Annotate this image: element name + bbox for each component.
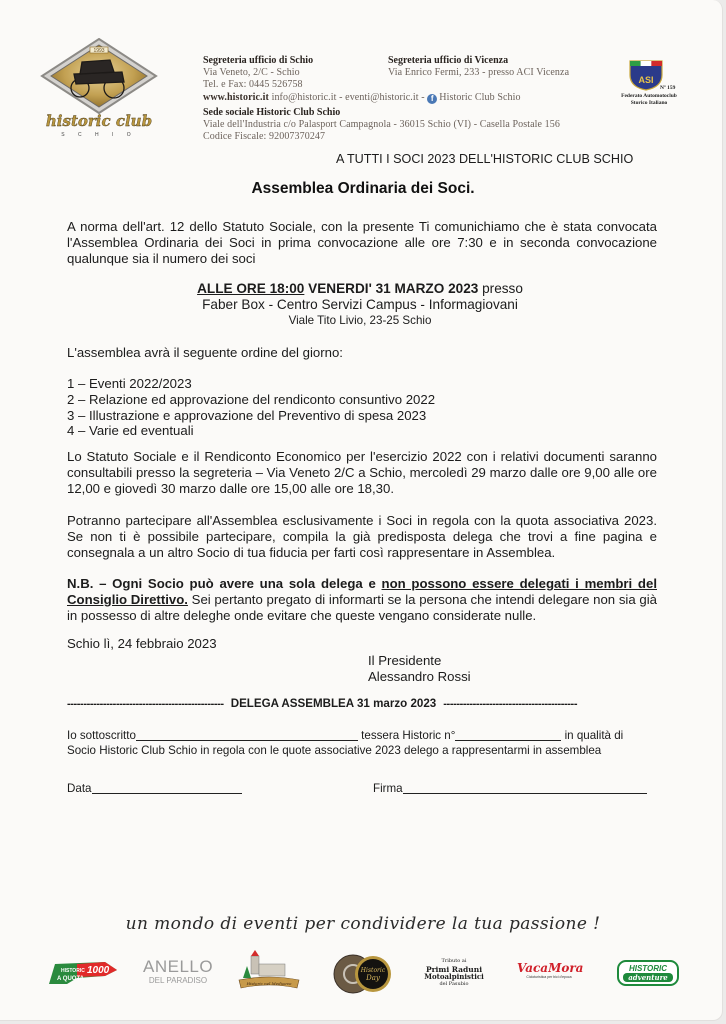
asi-number: Nº 159 <box>660 85 676 91</box>
nb-underlined: non possono essere delegati i membri del Consiglio Direttivo. <box>67 576 657 607</box>
meeting-presso: presso <box>478 281 523 296</box>
proxy-signature-row <box>373 781 647 795</box>
agenda-intro: L'assemblea avrà il seguente ordine del giorno: <box>67 345 343 360</box>
svg-text:Historic nel Medioevo: Historic nel Medioevo <box>246 981 292 986</box>
proxy-date-row <box>67 781 242 795</box>
agenda-item: 3 – Illustrazione e approvazione del Preventivo di spesa 2023 <box>67 407 427 423</box>
sponsor-historic-day-logo <box>333 950 397 996</box>
facebook-icon: f <box>427 94 437 104</box>
svg-text:A QUOTA: A QUOTA <box>57 976 84 982</box>
proxy-statement: Socio Historic Club Schio in regola con le quote associative 2023 delego a rappresentarmi in assemblea <box>67 744 602 757</box>
seat-title: Sede sociale Historic Club Schio <box>203 107 341 118</box>
seat-address: Viale dell'Industria c/o Palasport Campagnola - 36015 Schio (VI) - Casella Postale 156 <box>203 119 560 130</box>
signature-label: Firma <box>373 782 403 795</box>
signature-block <box>368 653 471 685</box>
signature-name: Alessandro Rossi <box>368 668 471 684</box>
declarant-label: Io sottoscritto <box>67 729 136 742</box>
proxy-title: DELEGA ASSEMBLEA 31 marzo 2023 <box>230 697 437 710</box>
meeting-time: ALLE ORE 18:00 <box>197 281 305 296</box>
sponsor-medioevo-logo <box>237 950 301 994</box>
registered-seat-block <box>203 107 560 143</box>
membership-number-field[interactable] <box>455 728 561 741</box>
website-link[interactable]: www.historic.it <box>203 92 269 103</box>
svg-text:Historic: Historic <box>360 967 386 974</box>
agenda-list <box>67 376 435 439</box>
meeting-datetime <box>100 281 620 297</box>
nb-bold: N.B. – Ogni Socio può avere una sola delega e <box>67 576 382 591</box>
svg-text:adventure: adventure <box>628 973 668 982</box>
signature-field[interactable] <box>403 781 647 794</box>
svg-text:S C H I O: S C H I O <box>61 132 137 138</box>
facebook-link[interactable]: Historic Club Schio <box>439 92 521 103</box>
proxy-divider <box>67 697 657 710</box>
svg-text:Day: Day <box>366 974 380 982</box>
vicenza-office-address: Via Enrico Fermi, 233 - presso ACI Vicenza <box>388 67 570 78</box>
recipient-line: A TUTTI I SOCI 2023 DELL'HISTORIC CLUB SCHIO <box>336 152 634 166</box>
letter-title: Assemblea Ordinaria dei Soci. <box>251 180 475 197</box>
vicenza-office-block <box>388 55 569 79</box>
svg-text:HISTORIC: HISTORIC <box>61 968 85 974</box>
svg-text:1993: 1993 <box>93 48 105 54</box>
footer-slogan: un mondo di eventi per condividere la tua passione ! <box>125 914 601 934</box>
intro-paragraph: A norma dell'art. 12 dello Statuto Sociale, con la presente Ti comunichiamo che è stata convocata l'Assemblea Ordinaria dei Soci in prima convocazione alle ore 7:30 e in seconda convocazione qualunque sia il numero dei soci <box>67 219 657 266</box>
club-logo <box>34 38 164 138</box>
place-date: Schio lì, 24 febbraio 2023 <box>67 636 217 651</box>
asi-logo <box>618 57 688 117</box>
agenda-item: 1 – Eventi 2022/2023 <box>67 376 192 391</box>
meeting-date: VENERDI' 31 MARZO 2023 <box>304 281 479 296</box>
nb-rest: Sei pertanto pregato di informarti se la persona che intendi delegare non sia già in possesso di altre deleghe onde evitare che queste vengano considerate nulle. <box>67 591 658 623</box>
agenda-item: 4 – Varie ed eventuali <box>67 423 194 439</box>
schio-office-title: Segreteria ufficio di Schio <box>203 55 314 66</box>
svg-text:historic club: historic club <box>45 112 153 130</box>
meeting-venue: Faber Box - Centro Servizi Campus - Informagiovani <box>202 297 518 312</box>
schio-office-block <box>203 55 313 91</box>
sponsor-adventure-logo <box>617 960 679 986</box>
proxy-declaration <box>67 728 623 758</box>
nb-paragraph <box>67 576 657 623</box>
asi-caption: Federato Automotoclub Storico Italiano <box>621 93 677 106</box>
email-links[interactable]: info@historic.it - eventi@historic.it - <box>271 92 425 103</box>
schio-office-phone: Tel. e Fax: 0445 526758 <box>203 79 303 90</box>
schio-office-address: Via Veneto, 2/C - Schio <box>203 67 300 78</box>
meeting-address: Viale Tito Livio, 23-25 Schio <box>288 314 432 327</box>
signature-role: Il Presidente <box>368 653 442 668</box>
contacts-line <box>203 92 521 104</box>
proxy-divider-left: ------------------------------------------------ <box>67 698 224 710</box>
declarant-name-field[interactable] <box>136 728 358 741</box>
tax-code: Codice Fiscale: 92007370247 <box>203 131 326 142</box>
participation-paragraph: Potranno partecipare all'Assemblea esclusivamente i Soci in regola con la quota associativa 2023. Se non ti è possibile partecipare, compila la già predisposta delega che trovi a fine pagina e consegnala a un altro Socio di tua fiducia per farti così rappresentare in Assemblea. <box>67 513 657 560</box>
meeting-block <box>100 281 620 328</box>
date-field[interactable] <box>92 781 242 794</box>
documents-paragraph: Lo Statuto Sociale e il Rendiconto Economico per l'esercizio 2022 con i relativi documenti saranno consultabili presso la segreteria – Via Veneto 2/C a Schio, mercoledì 29 marzo dalle ore 9,00 alle ore 12,00 e giovedì 30 marzo dalle ore 15,00 alle ore 18,30. <box>67 449 657 496</box>
membership-label: tessera Historic n° <box>357 729 456 742</box>
proxy-divider-right: ----------------------------------------- <box>443 698 578 710</box>
sponsor-primi-raduni-logo: Tributo ai Primi Raduni Motoalpinistici del Pasubio <box>424 958 484 987</box>
sponsor-vacamora-logo: VacaMora Cicloturistica per bici d'epoca <box>517 961 584 979</box>
vintage-car-emblem-icon <box>34 38 164 138</box>
capacity-label: in qualità di <box>561 729 624 742</box>
vicenza-office-title: Segreteria ufficio di Vicenza <box>388 55 509 66</box>
svg-text:ASI: ASI <box>638 75 654 85</box>
svg-text:HISTORIC: HISTORIC <box>628 964 668 973</box>
date-label: Data <box>67 782 92 795</box>
sponsor-logos <box>0 950 723 1000</box>
agenda-item: 2 – Relazione ed approvazione del rendiconto consuntivo 2022 <box>67 391 436 407</box>
sponsor-anello-logo: ANELLO DEL PARADISO <box>143 957 214 985</box>
svg-text:1000: 1000 <box>87 965 110 976</box>
sponsor-quota1000-logo <box>47 960 119 986</box>
